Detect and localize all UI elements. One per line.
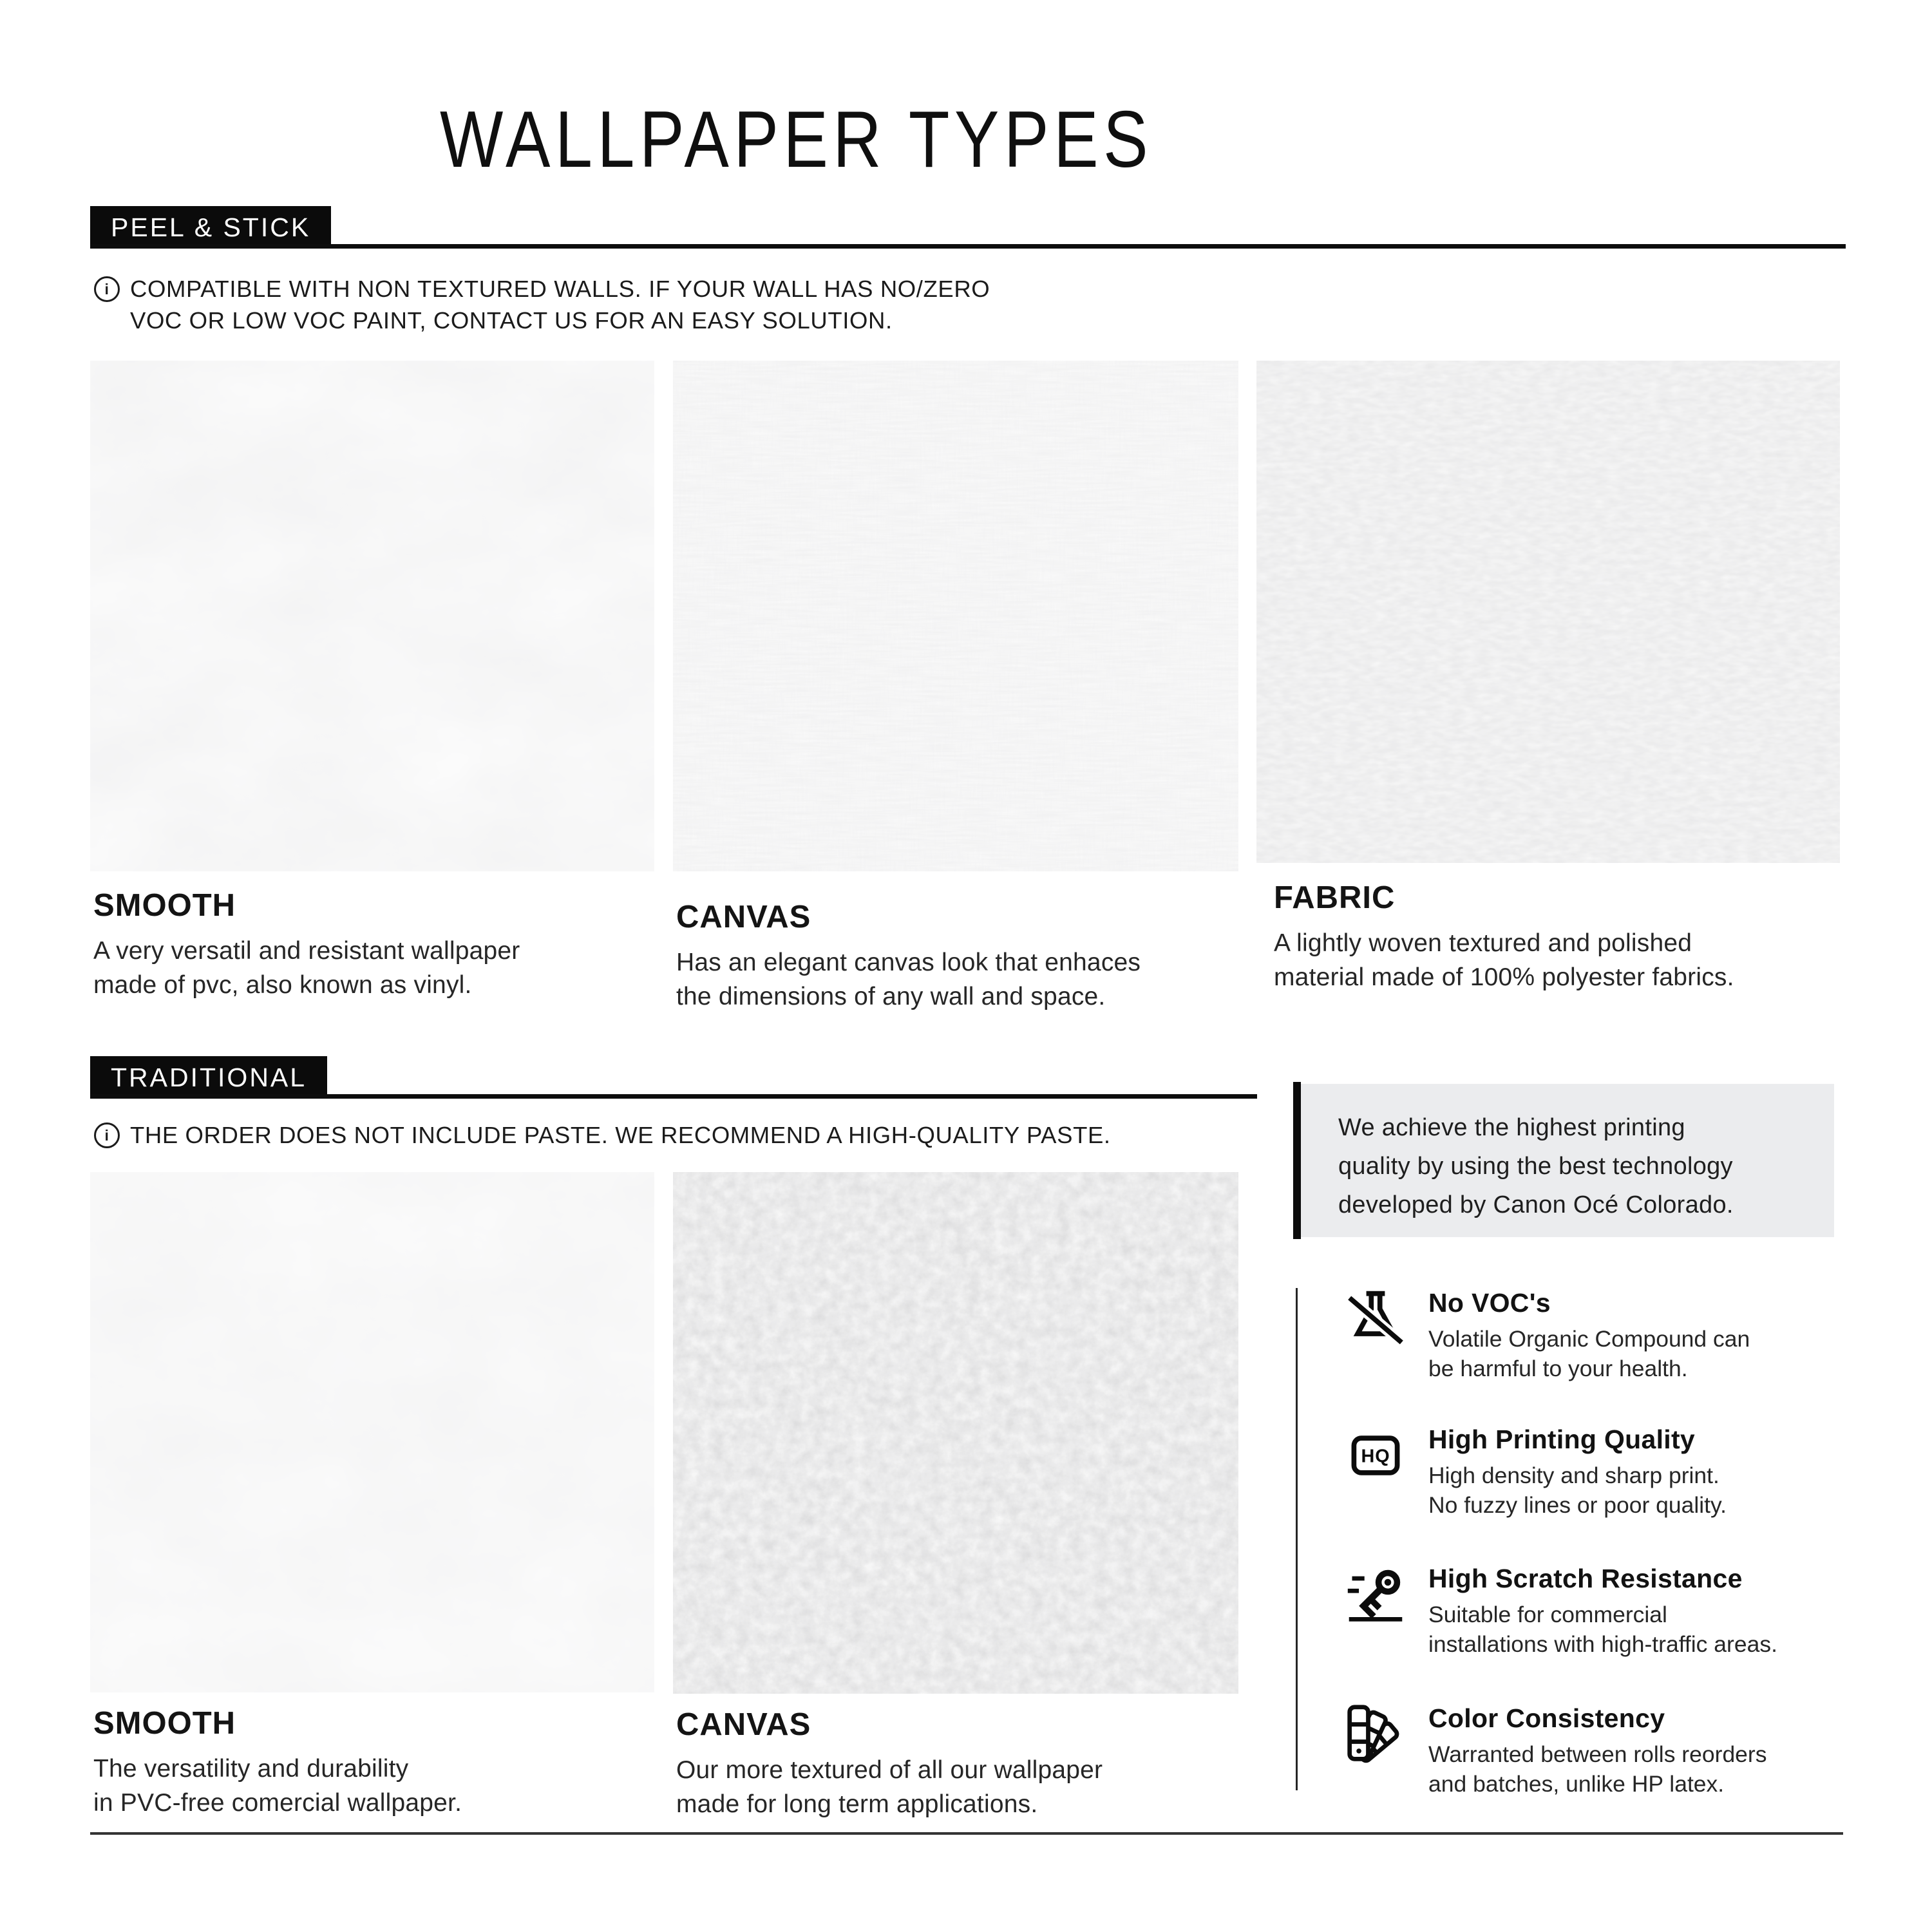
scratch-key-icon <box>1345 1564 1406 1625</box>
feature-desc-line: High density and sharp print. <box>1428 1463 1719 1488</box>
peel-canvas-caption <box>676 899 1141 1014</box>
traditional-info-note <box>94 1119 1111 1151</box>
peel-fabric-swatch-image <box>1256 361 1840 863</box>
swatch-desc-line: material made of 100% polyester fabrics. <box>1274 963 1734 991</box>
section-label-peel-and-stick <box>90 206 331 249</box>
traditional-canvas-swatch-image <box>673 1172 1238 1694</box>
section-rule-traditional <box>90 1094 1257 1099</box>
swatch-name: CANVAS <box>676 1707 811 1742</box>
bottom-divider-line <box>90 1832 1843 1835</box>
traditional-smooth-swatch-image <box>90 1172 654 1692</box>
section-label-text: PEEL & STICK <box>111 212 311 242</box>
feature-desc-line: be harmful to your health. <box>1428 1356 1688 1381</box>
coarse-canvas-texture-image <box>673 1172 1238 1694</box>
feature-desc-line: Volatile Organic Compound can <box>1428 1326 1750 1352</box>
quote-line: quality by using the best technology <box>1338 1153 1733 1180</box>
feature-high-scratch-resistance <box>1345 1564 1868 1659</box>
features-divider-line <box>1296 1288 1298 1790</box>
note-line: VOC OR LOW VOC PAINT, CONTACT US FOR AN EASY SOLUTION. <box>130 307 893 334</box>
smooth-texture-image <box>90 1172 654 1692</box>
peel-info-note <box>94 273 990 336</box>
hq-icon-label: HQ <box>1361 1446 1390 1467</box>
feature-title: High Printing Quality <box>1428 1425 1696 1454</box>
feature-desc-line: Suitable for commercial <box>1428 1602 1667 1627</box>
quote-line: We achieve the highest printing <box>1338 1114 1685 1141</box>
section-label-text: TRADITIONAL <box>111 1062 307 1092</box>
note-line: COMPATIBLE WITH NON TEXTURED WALLS. IF YOUR WALL HAS NO/ZERO <box>130 276 990 302</box>
swatch-name: SMOOTH <box>93 888 236 923</box>
section-label-traditional <box>90 1056 327 1099</box>
feature-title: High Scratch Resistance <box>1428 1564 1743 1593</box>
swatch-name: FABRIC <box>1274 880 1396 915</box>
quote-accent-bar <box>1293 1082 1301 1239</box>
smooth-texture-image <box>90 361 654 871</box>
swatch-desc-line: A very versatil and resistant wallpaper <box>93 937 520 965</box>
swatch-desc-line: The versatility and durability <box>93 1755 409 1783</box>
feature-desc-line: No fuzzy lines or poor quality. <box>1428 1492 1727 1518</box>
info-icon: i <box>94 276 120 302</box>
swatch-desc-line: in PVC-free comercial wallpaper. <box>93 1789 462 1817</box>
hq-badge-icon <box>1345 1425 1406 1486</box>
traditional-smooth-caption <box>93 1705 462 1820</box>
traditional-canvas-caption <box>676 1707 1103 1821</box>
feature-desc-line: installations with high-traffic areas. <box>1428 1631 1777 1657</box>
feature-no-voc <box>1345 1288 1868 1383</box>
swatch-desc-line: A lightly woven textured and polished <box>1274 929 1692 957</box>
feature-high-printing-quality <box>1345 1425 1868 1520</box>
printing-quality-quote <box>1301 1084 1834 1237</box>
canvas-texture-image <box>673 361 1238 871</box>
peel-smooth-swatch-image <box>90 361 654 871</box>
no-voc-flask-icon <box>1345 1288 1406 1350</box>
peel-smooth-caption <box>93 887 520 1002</box>
swatch-name: CANVAS <box>676 900 811 934</box>
section-rule-peel <box>90 244 1846 249</box>
swatch-desc-line: the dimensions of any wall and space. <box>676 983 1106 1010</box>
swatch-desc-line: made of pvc, also known as vinyl. <box>93 971 472 999</box>
page-title: WALLPAPER TYPES <box>440 95 1153 184</box>
feature-color-consistency <box>1345 1703 1868 1799</box>
quote-line: developed by Canon Océ Colorado. <box>1338 1191 1734 1218</box>
feature-desc-line: and batches, unlike HP latex. <box>1428 1771 1725 1797</box>
swatch-desc-line: made for long term applications. <box>676 1790 1038 1818</box>
feature-title: No VOC's <box>1428 1288 1551 1318</box>
feature-desc-line: Warranted between rolls reorders <box>1428 1741 1767 1767</box>
note-line: THE ORDER DOES NOT INCLUDE PASTE. WE RECOMMEND A HIGH-QUALITY PASTE. <box>130 1122 1111 1148</box>
info-icon: i <box>94 1122 120 1148</box>
peel-canvas-swatch-image <box>673 361 1238 871</box>
swatch-desc-line: Has an elegant canvas look that enhaces <box>676 949 1141 976</box>
feature-title: Color Consistency <box>1428 1703 1665 1733</box>
peel-fabric-caption <box>1274 880 1734 994</box>
swatch-desc-line: Our more textured of all our wallpaper <box>676 1756 1103 1784</box>
fabric-texture-image <box>1256 361 1840 863</box>
color-swatch-fan-icon <box>1345 1703 1406 1765</box>
swatch-name: SMOOTH <box>93 1706 236 1741</box>
